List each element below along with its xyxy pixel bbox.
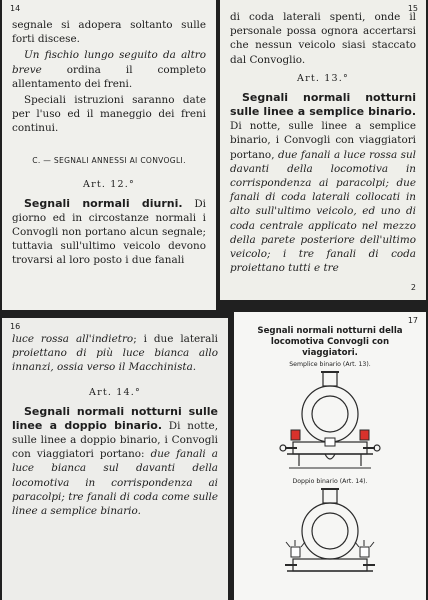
text: Di notte, sulle linee a semplice binario, i Convogli con viaggiatori portano, (230, 120, 416, 161)
italic-text: due fanali a luce rossa sul davanti della locomotiva in corrispondenza ai paracolpi; due fanali di coda laterali collocati in alto sull'ultimo veicolo, ed uno di coda centrale applicato nel mezzo della parete posteriore dell'ultimo veicolo; i tre fanali di coda proiettano tutti e tre (230, 148, 416, 275)
page-16 (2, 318, 228, 600)
italic-text: proiettano di più luce bianca allo innanzi, ossia verso il Macchinista. (12, 347, 218, 374)
section-title: C. — SEGNALI ANNESSI AI CONVOGLI. (32, 155, 186, 165)
paragraph (12, 197, 206, 268)
page-17 (234, 312, 426, 600)
locomotive-front-red-lamps (275, 368, 385, 476)
article-heading: Segnali normali notturni sulle linee a doppio binario. (12, 404, 218, 432)
plate-caption: Semplice binario (Art. 13). (289, 361, 371, 368)
page-number: 17 (407, 316, 418, 325)
page-14 (2, 0, 216, 310)
paragraph: di coda laterali spenti, onde il personale possa ognora accertarsi che nessun veicolo siasi staccato dal Convoglio. (230, 11, 416, 66)
paragraph (12, 405, 218, 519)
paragraph (230, 91, 416, 276)
italic-text: luce rossa all'indietro (12, 333, 134, 345)
article-heading: Segnali normali diurni. (24, 196, 183, 210)
locomotive-front-white-lamps (275, 485, 385, 575)
page-number: 14 (10, 4, 21, 13)
page-number: 15 (407, 4, 418, 13)
article-label: Art. 12.° (83, 178, 135, 190)
italic-text: Un fischio lungo seguito da altro breve (12, 49, 206, 76)
plate-title: Segnali normali notturni della locomotiva Convogli con viaggiatori. (257, 326, 403, 358)
text: ordina il completo allentamento dei freni. (12, 63, 206, 90)
article-label: Art. 14.° (89, 386, 141, 398)
text: Di giorno ed in circostanze normali i Convogli non portano alcun segnale; tuttavia sull'ultimo veicolo devono trovarsi al loro posto i due fanali (12, 197, 206, 267)
text: ; i due laterali (133, 333, 218, 345)
page-15 (220, 0, 426, 300)
paragraph (12, 48, 206, 91)
paragraph: Speciali istruzioni saranno date per l'uso ed il maneggio dei freni continui. (12, 94, 206, 135)
text: Di notte, sulle linee a doppio binario, i Convogli con viaggiatori portano: (12, 419, 219, 461)
paragraph: segnale si adopera soltanto sulle forti discese. (12, 19, 206, 46)
italic-text: due fanali a luce bianca sul davanti della locomotiva in corrispondenza ai paracolpi; tre fanali di coda come sulle linee a semplice binario. (12, 448, 218, 518)
article-heading: Segnali normali notturni sulle linee a semplice binario. (230, 90, 416, 119)
paragraph (12, 332, 218, 375)
plate-caption: Doppio binario (Art. 14). (292, 478, 368, 485)
article-label: Art. 13.° (297, 72, 349, 84)
signature-mark: 2 (410, 283, 416, 292)
page-number: 16 (10, 322, 21, 331)
